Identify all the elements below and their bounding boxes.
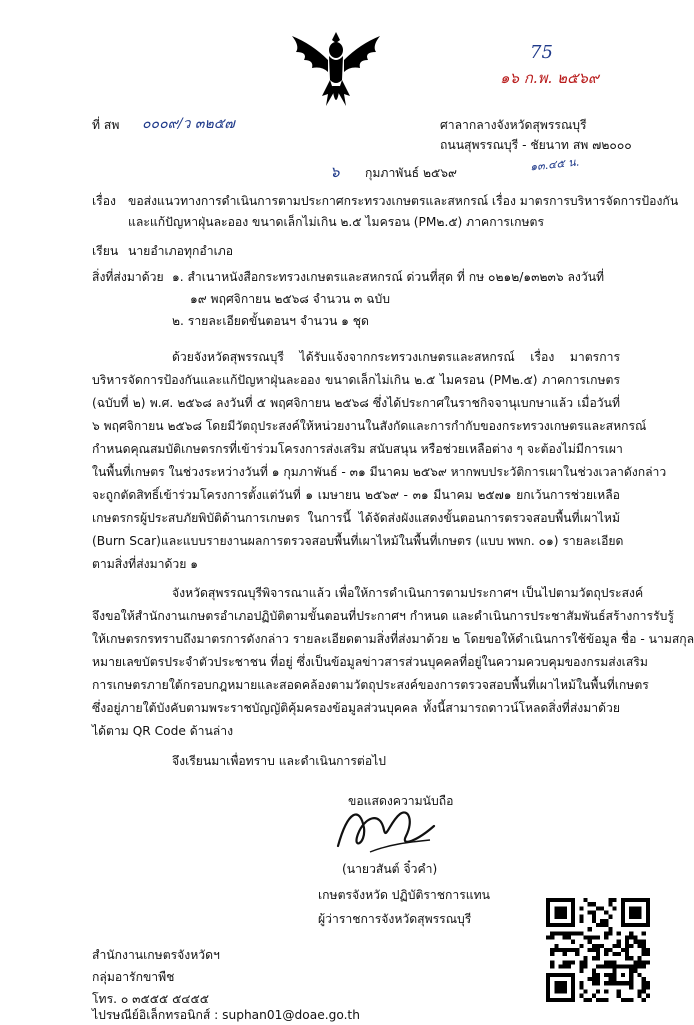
- body-p2-line: ซึ่งอยู่ภายใต้บังคับตามพระราชบัญญัติคุ้มครองข้อมูลส่วนบุคคล ทั้งนี้สามารถดาวน์โหลดสิ่งที่ส่งมาด้วย: [92, 701, 620, 715]
- body-p2-line: จังหวัดสุพรรณบุรีพิจารณาแล้ว เพื่อให้การดำเนินการตามประกาศฯ เป็นไปตามวัตถุประสงค์: [172, 586, 644, 600]
- doc-no-label: ที่ สพ: [92, 118, 120, 132]
- subject-label: เรื่อง: [92, 194, 116, 208]
- footer-phone: โทร. ๐ ๓๕๕๕ ๕๔๕๕: [92, 992, 209, 1006]
- signatory-position-2: ผู้ว่าราชการจังหวัดสุพรรณบุรี: [318, 912, 472, 926]
- signatory-position-1: เกษตรจังหวัด ปฏิบัติราชการแทน: [318, 888, 491, 902]
- document-date: กุมภาพันธ์ ๒๕๖๙: [365, 166, 457, 180]
- body-p2-line: จึงขอให้สำนักงานเกษตรอำเภอปฏิบัติตามขั้นตอนที่ประกาศฯ กำหนด และดำเนินการประชาสัมพันธ์สร้างการรับรู้: [92, 609, 674, 623]
- salutation-recipient: นายอำเภอทุกอำเภอ: [128, 244, 234, 258]
- body-p1-line: (ฉบับที่ ๒) พ.ศ. ๒๕๖๘ ลงวันที่ ๕ พฤศจิกายน ๒๕๖๘ ซึ่งได้ประกาศในราชกิจจานุเบกษาแล้ว เมื่อวันที่: [92, 396, 620, 410]
- garuda-emblem-icon: [282, 30, 390, 114]
- org-line-1: ศาลากลางจังหวัดสุพรรณบุรี: [440, 118, 587, 132]
- footer-office: สำนักงานเกษตรจังหวัดฯ: [92, 948, 220, 962]
- doc-no-handwritten: ๐๐๐๙/ว ๓๒๕๗: [142, 116, 235, 132]
- body-p2-line: หมายเลขบัตรประจำตัวประชาชน ที่อยู่ ซึ่งเป็นข้อมูลข่าวสารส่วนบุคคลที่อยู่ในความควบคุมของกรมส่งเสริม: [92, 655, 648, 669]
- received-number: 75: [530, 42, 553, 63]
- body-p2-line: ได้ตาม QR Code ด้านล่าง: [92, 724, 234, 738]
- handwritten-signature: [330, 800, 440, 858]
- qr-code-icon[interactable]: [546, 898, 650, 1002]
- enclosure-item-1-line-1: ๑. สำเนาหนังสือกระทรวงเกษตรและสหกรณ์ ด่วนที่สุด ที่ กษ ๐๒๑๒/๑๓๒๓๖ ลงวันที่: [172, 270, 605, 284]
- received-date: ๑๖ ก.พ. ๒๕๖๙: [500, 69, 599, 87]
- enclosures-label: สิ่งที่ส่งมาด้วย: [92, 270, 164, 284]
- salutation-label: เรียน: [92, 244, 119, 258]
- signature-closing: ขอแสดงความนับถือ: [348, 794, 454, 808]
- body-p2-line: การเกษตรภายใต้กรอบกฎหมายและสอดคล้องตามวัตถุประสงค์ของการตรวจสอบพื้นที่เผาไหม้ในพื้นที่เกษตร: [92, 678, 649, 692]
- body-p1-line: ในพื้นที่เกษตร ในช่วงระหว่างวันที่ ๑ กุมภาพันธ์ - ๓๑ มีนาคม ๒๕๖๙ หากพบประวัติการเผาในช่วงเวลาดังกล่าว: [92, 465, 667, 479]
- body-p1-line: ๖ พฤศจิกายน ๒๕๖๘ โดยมีวัตถุประสงค์ให้หน่วยงานในสังกัดและการกำกับของกระทรวงเกษตรและสหกรณ์: [92, 419, 647, 433]
- body-p1-line: ตามสิ่งที่ส่งมาด้วย ๑: [92, 557, 198, 571]
- body-p1-line: บริหารจัดการป้องกันและแก้ปัญหาฝุ่นละออง ขนาดเล็กไม่เกิน ๒.๕ ไมครอน (PM๒.๕) ภาคการเกษตร: [92, 373, 620, 387]
- body-p1-line: กำหนดคุณสมบัติเกษตรกรที่เข้าร่วมโครงการส่งเสริม สนับสนุน หรือช่วยเหลือต่าง ๆ จะต้องไม่มีการเผา: [92, 442, 623, 456]
- body-p1-line: ด้วยจังหวัดสุพรรณบุรี ได้รับแจ้งจากกระทรวงเกษตรและสหกรณ์ เรื่อง มาตรการ: [172, 350, 620, 364]
- signatory-name: (นายวสันต์ จิ๋วคำ): [342, 862, 438, 876]
- footer-email[interactable]: ไปรษณีย์อิเล็กทรอนิกส์ : suphan01@doae.go.th: [92, 1008, 360, 1022]
- closing-request: จึงเรียนมาเพื่อทราบ และดำเนินการต่อไป: [172, 754, 387, 768]
- footer-division: กลุ่มอารักขาพืช: [92, 970, 175, 984]
- subject-line-1: ขอส่งแนวทางการดำเนินการตามประกาศกระทรวงเกษตรและสหกรณ์ เรื่อง มาตรการบริหารจัดการป้องกัน: [128, 194, 679, 208]
- body-p1-line: เกษตรกรผู้ประสบภัยพิบัติด้านการเกษตร ในการนี้ ได้จัดส่งผังแสดงขั้นตอนการตรวจสอบพื้นที่เผาไหม้: [92, 511, 620, 525]
- subject-line-2: และแก้ปัญหาฝุ่นละออง ขนาดเล็กไม่เกิน ๒.๕ ไมครอน (PM๒.๕) ภาคการเกษตร: [128, 215, 545, 229]
- date-day-handwritten: ๖: [330, 163, 340, 181]
- body-p2-line: ให้เกษตรกรทราบถึงมาตรการดังกล่าว รายละเอียดตามสิ่งที่ส่งมาด้วย ๒ โดยขอให้ดำเนินการใช้ข้อมูล ชื่อ - นามสกุล: [92, 632, 694, 646]
- body-p1-line: (Burn Scar)และแบบรายงานผลการตรวจสอบพื้นที่เผาไหม้ในพื้นที่เกษตร (แบบ พพก. ๐๑) รายละเอียด: [92, 534, 624, 548]
- handwritten-side-note: ๑๓.๔๕ น.: [529, 155, 580, 174]
- org-line-2: ถนนสุพรรณบุรี - ชัยนาท สพ ๗๒๐๐๐: [440, 138, 632, 152]
- enclosure-item-1-line-2: ๑๙ พฤศจิกายน ๒๕๖๘ จำนวน ๓ ฉบับ: [190, 292, 391, 306]
- body-p1-line: จะถูกตัดสิทธิ์เข้าร่วมโครงการตั้งแต่วันที่ ๑ เมษายน ๒๕๖๙ - ๓๑ มีนาคม ๒๕๗๑ ยกเว้นการช่วยเหลือ: [92, 488, 620, 502]
- enclosure-item-2: ๒. รายละเอียดขั้นตอนฯ จำนวน ๑ ชุด: [172, 314, 369, 328]
